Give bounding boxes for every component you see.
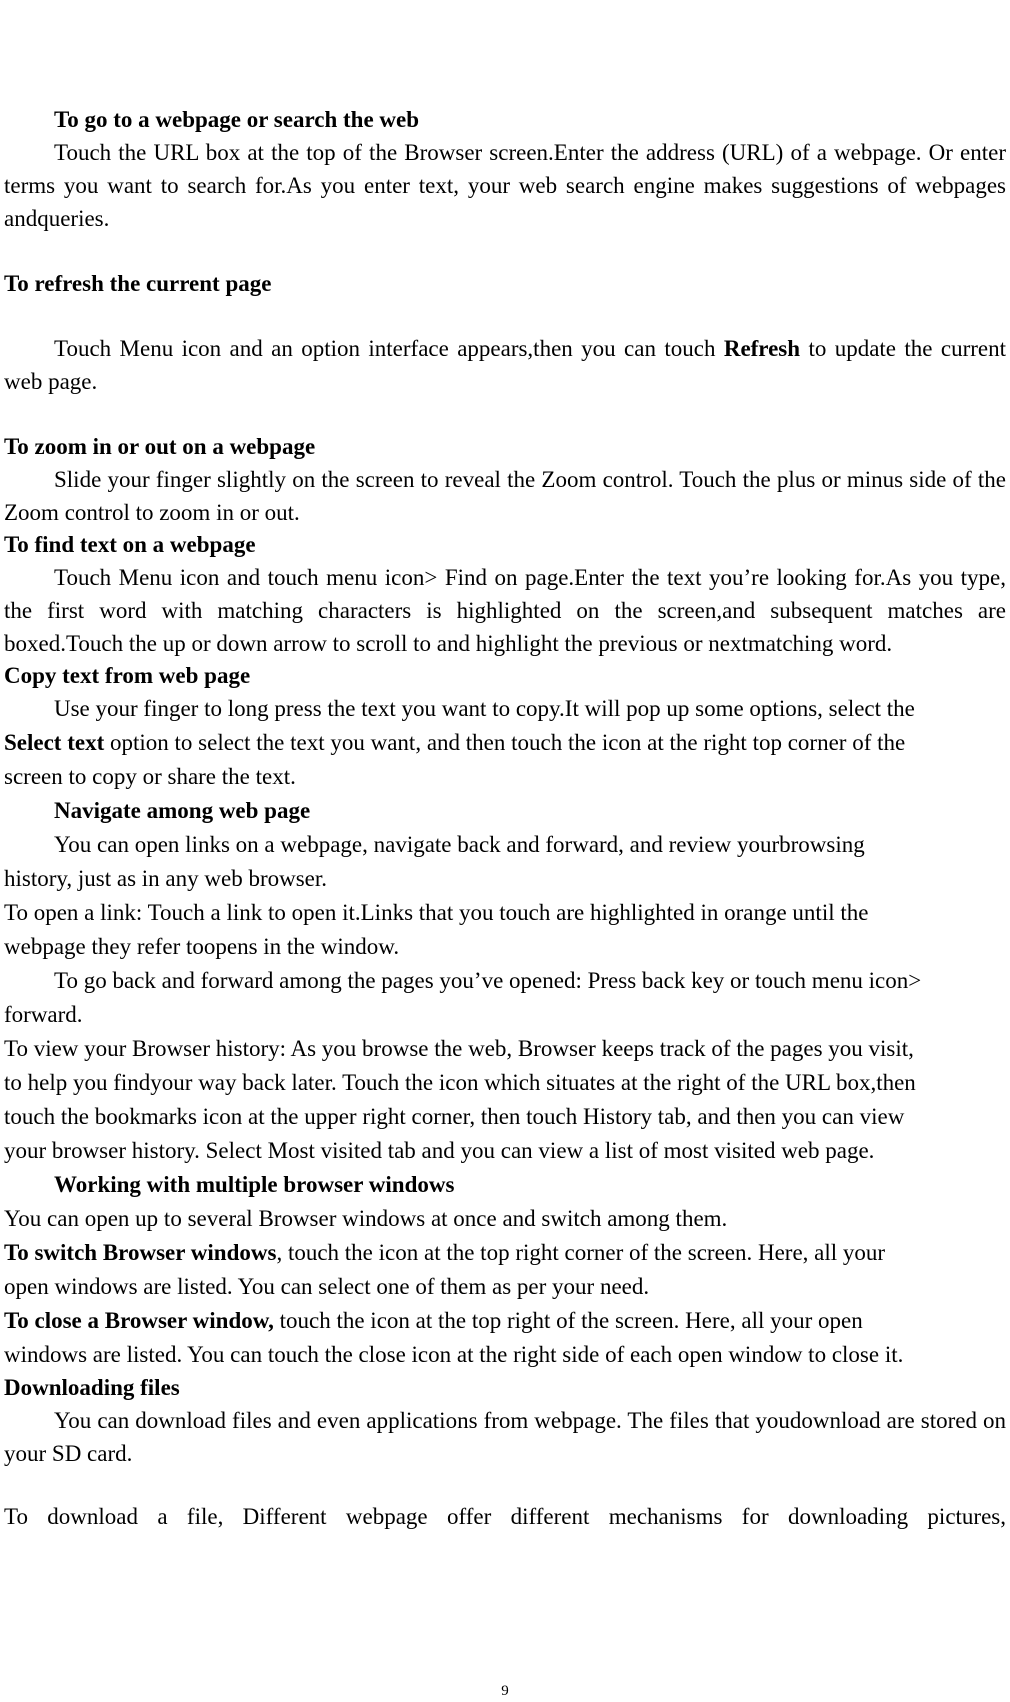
multiple-windows-line: You can open up to several Browser windows at once and switch among them. [4,1206,728,1231]
paragraph-downloading: You can download files and even applications from webpage. The files that youdownload are stored on your SD card. [4,1408,1006,1466]
copy-line: Select text option to select the text you want, and then touch the icon at the right top corner of the [4,730,906,755]
paragraph-refresh: Touch Menu icon and an option interface appears,then you can touch Refresh to update the current web page. [4,336,1007,394]
close-window-line: windows are listed. You can touch the close icon at the right side of each open window to close it. [4,1342,904,1367]
history-line: To view your Browser history: As you browse the web, Browser keeps track of the pages you visit, [4,1036,914,1061]
spacer [4,398,1006,430]
heading-refresh: To refresh the current page [4,271,272,296]
paragraph-zoom: Slide your finger slightly on the screen to reveal the Zoom control. Touch the plus or minus side of the Zoom control to zoom in or out. [4,467,1006,525]
spacer [4,1470,1006,1500]
open-link-line: To open a link: Touch a link to open it.Links that you touch are highlighted in orange until the [4,900,869,925]
navigate-line: history, just as in any web browser. [4,866,328,891]
heading-copy-text: Copy text from web page [4,663,251,688]
page-number: 9 [501,1683,509,1699]
heading-zoom: To zoom in or out on a webpage [4,434,316,459]
back-forward-line: To go back and forward among the pages you’ve opened: Press back key or touch menu icon> [54,968,922,993]
paragraph-find-text: Touch Menu icon and touch menu icon> Find on page.Enter the text you’re looking for.As you type, the first word with matching characters is highlighted on the screen,and subsequent matches are boxed.Touch the up or down arrow to scroll to and highlight the previous or nextmatching word. [4,565,1006,656]
back-forward-line: forward. [4,1002,83,1027]
spacer [4,235,1006,267]
heading-multiple-windows: Working with multiple browser windows [54,1172,455,1197]
paragraph-download-file: To download a file, Different webpage offer different mechanisms for downloading pictures, [4,1504,1006,1529]
history-line: touch the bookmarks icon at the upper right corner, then touch History tab, and then you can view [4,1104,905,1129]
copy-line: Use your finger to long press the text you want to copy.It will pop up some options, select the [54,696,915,721]
heading-downloading: Downloading files [4,1375,180,1400]
page-content [4,103,1006,1533]
history-line: to help you findyour way back later. Touch the icon which situates at the right of the URL box,then [4,1070,916,1095]
close-window-line: To close a Browser window, touch the icon at the top right of the screen. Here, all your open [4,1308,863,1333]
navigate-line: You can open links on a webpage, navigate back and forward, and review yourbrowsing [54,832,865,857]
paragraph-go-to-webpage: Touch the URL box at the top of the Browser screen.Enter the address (URL) of a webpage. Or enter terms you want to search for.As you enter text, your web search engine makes suggestions of webpages andqueries. [4,140,1006,231]
switch-windows-line: To switch Browser windows, touch the icon at the top right corner of the screen. Here, all your [4,1240,886,1265]
paragraph-copy-text [4,692,1006,1372]
heading-go-to-webpage: To go to a webpage or search the web [54,107,420,132]
heading-find-text: To find text on a webpage [4,532,256,557]
open-link-line: webpage they refer toopens in the window. [4,934,400,959]
spacer [4,300,1006,332]
history-line: your browser history. Select Most visited tab and you can view a list of most visited web page. [4,1138,875,1163]
heading-navigate: Navigate among web page [54,798,311,823]
copy-line: screen to copy or share the text. [4,764,296,789]
switch-windows-line: open windows are listed. You can select one of them as per your need. [4,1274,650,1299]
